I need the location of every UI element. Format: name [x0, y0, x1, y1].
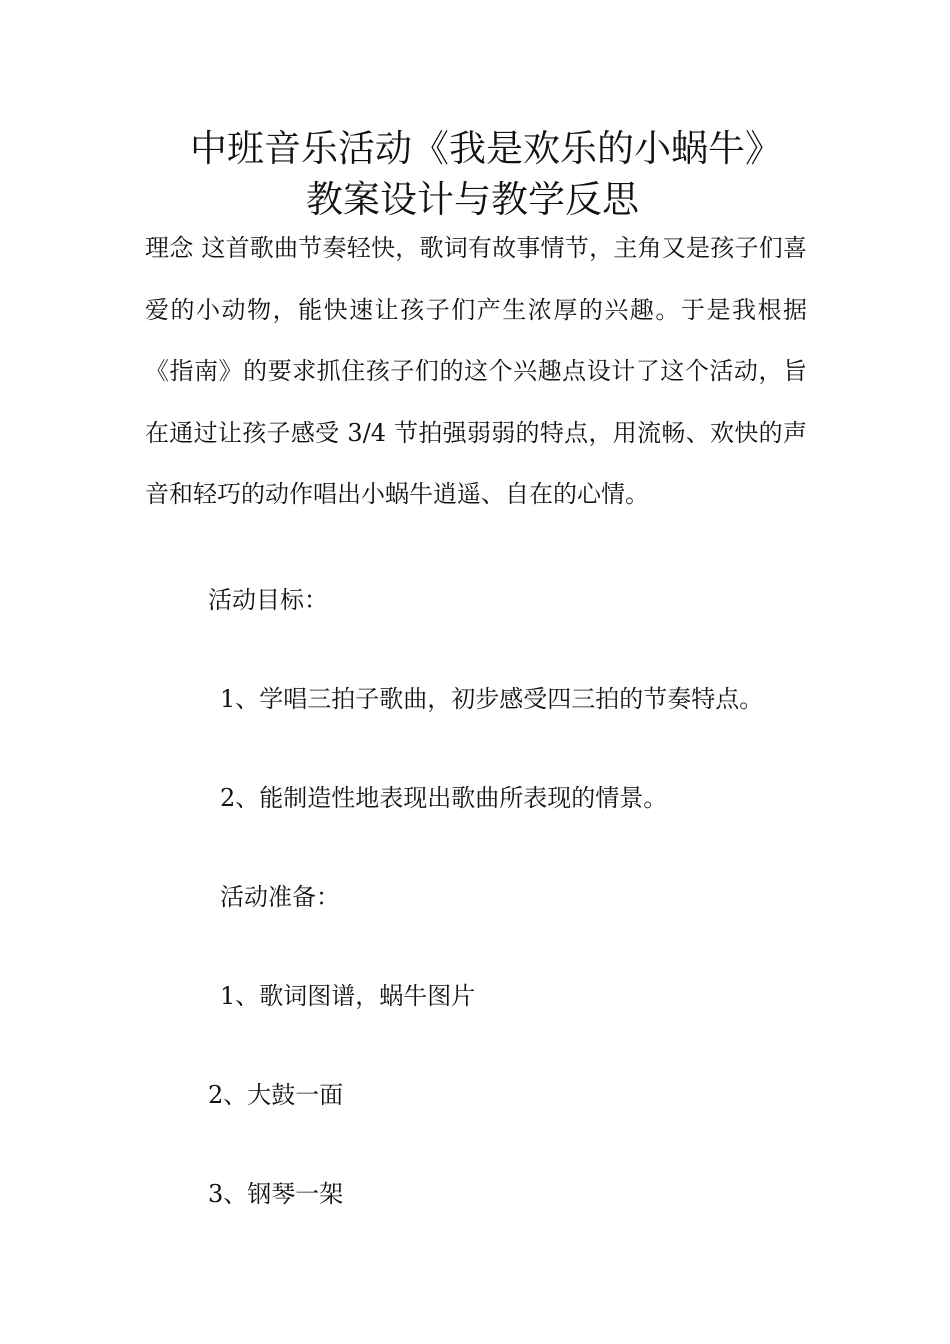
- prep-item-1: 1、歌词图谱，蜗牛图片: [220, 982, 476, 1010]
- prep-heading: 活动准备：: [220, 883, 340, 911]
- prep-item-2: 2、大鼓一面: [208, 1081, 344, 1109]
- intro-paragraph: 理念 这首歌曲节奏轻快，歌词有故事情节，主角又是孩子们喜爱的小动物，能快速让孩子们产生浓厚的兴趣。于是我根据《指南》的要求抓住孩子们的这个兴趣点设计了这个活动，旨在通过让孩子感受 3/4 节拍强弱弱的特点，用流畅、欢快的声音和轻巧的动作唱出小蜗牛逍遥、自在的心情。: [145, 234, 807, 508]
- prep-item-3: 3、钢琴一架: [208, 1180, 344, 1208]
- goal-item-1: 1、学唱三拍子歌曲，初步感受四三拍的节奏特点。: [220, 685, 764, 713]
- goals-heading: 活动目标：: [208, 586, 328, 614]
- document-title-line-2: 教案设计与教学反思: [306, 178, 639, 221]
- document-title-line-1: 中班音乐活动《我是欢乐的小蜗牛》: [190, 127, 782, 170]
- goal-item-2: 2、能制造性地表现出歌曲所表现的情景。: [220, 784, 668, 812]
